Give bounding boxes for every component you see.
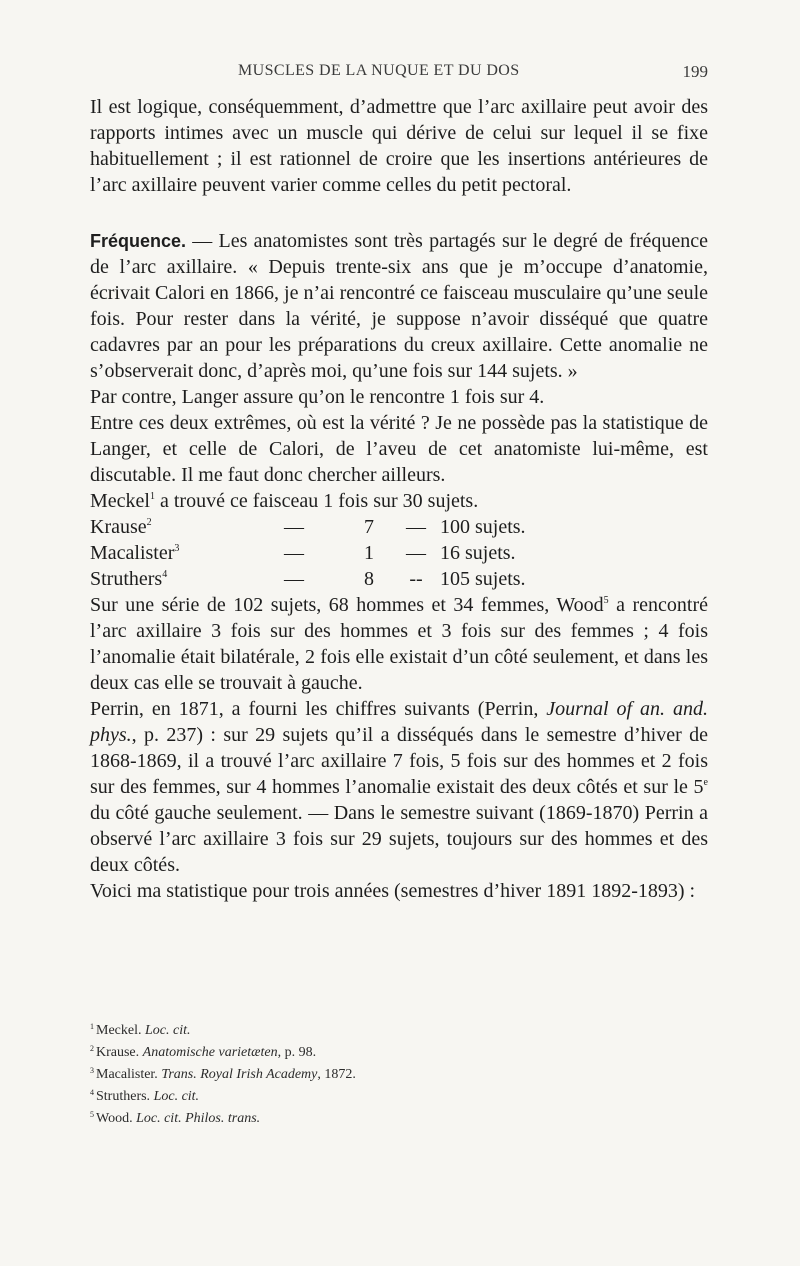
footnote-number: 1 [90,1022,94,1031]
paragraph-text: Par contre, Langer assure qu’on le rencontre 1 fois sur 4. [90,386,545,408]
footnote-author: Wood. [96,1111,137,1126]
section-heading-frequence: Fréquence. [90,231,187,251]
ditto-dash: — [406,542,426,564]
footnote-ref: 2 [146,517,152,528]
stat-name: Macalister [90,542,175,564]
stat-row-meckel [90,488,708,514]
footnote-ref: 4 [162,569,168,580]
footnote-rest: , p. 98. [277,1045,317,1060]
footnote-number: 3 [90,1066,94,1075]
paragraph-ma-statistique [90,878,708,904]
running-title: MUSCLES DE LA NUQUE ET DU DOS [238,62,520,79]
paragraph-frequence [90,228,708,384]
footnote-rest: , 1872. [317,1067,356,1082]
paragraph-text: du côté gauche seulement. — Dans le semestre suivant (1869-1870) Perrin a observé l’arc axillaire 3 fois sur 29 sujets, toujours sur des hommes et des deux côtés. [90,802,708,876]
ditto-dash: — [284,516,304,538]
footnote-ref: 5 [603,595,609,606]
footnote-ref: 1 [149,491,155,502]
stat-row [90,566,526,592]
ditto-dash: — [406,516,426,538]
paragraph-text: Perrin, en 1871, a fourni les chiffres suivants (Perrin, [90,698,547,720]
stat-total: 100 sujets. [440,516,526,538]
stat-row [90,540,526,566]
footnote-ref-title: Loc. cit. [144,1023,191,1038]
stat-row [90,514,526,540]
ditto-dash: — [284,568,304,590]
footnote-author: Meckel. [96,1023,145,1038]
ordinal-suffix: e [703,777,708,788]
stat-count: 1 [364,542,374,564]
ditto-dash: -- [409,568,423,590]
ordinal-number: 5 [693,776,704,798]
running-header [90,62,708,86]
footnote [90,1108,690,1130]
paragraph-perrin [90,696,708,878]
footnote-ref-title: Loc. cit. [153,1089,200,1104]
ditto-dash: — [284,542,304,564]
statistics-block [90,488,708,592]
stat-table [90,514,526,592]
footnote [90,1086,690,1108]
paragraph-wood [90,592,708,696]
stat-total: 105 sujets. [440,568,526,590]
paragraph-text: Voici ma statistique pour trois années (semestres d’hiver 1891 1892-1893) : [90,880,696,902]
footnote [90,1020,690,1042]
page-number: 199 [682,62,708,81]
stat-name: Meckel [90,490,150,512]
paragraph-extremes [90,410,708,488]
journal-title: Journal of an. and. phys. [90,698,708,746]
footnote-number: 4 [90,1088,94,1097]
paragraph-langer [90,384,708,410]
paragraph-text: — Les anatomistes sont très partagés sur le degré de fréquence de l’arc axillaire. « Depuis trente-six ans que je m’occupe d’anatomie, écrivait Calori en 1866, je n’ai rencontré ce faisceau musculaire qu’une seule fois. Pour rester dans la vérité, je suppose n’avoir disséqué que quatre cadavres par an pour les préparations du creux axillaire. Cette anomalie ne s’observerait donc, d’après moi, qu’une fois sur 144 sujets. » [90,230,708,382]
footnote-author: Struthers. [96,1089,154,1104]
footnote-ref: 3 [174,543,180,554]
stat-count: 7 [364,516,374,538]
footnote-ref-title: Loc. cit. Philos. trans. [136,1111,261,1126]
stat-total: 16 sujets. [440,542,516,564]
footnote-number: 5 [90,1110,94,1119]
footnote-author: Krause. [96,1045,143,1060]
paragraph-text: a rencontré l’arc axillaire 3 fois sur des hommes et 3 fois sur des femmes ; 4 fois l’anomalie était bilatérale, 2 fois elle existait d’un côté seulement, et dans les deux cas elle se trouvait à gauche. [90,594,708,694]
stat-text: a trouvé ce faisceau 1 fois sur 30 sujets. [154,490,479,512]
paragraph-text: Il est logique, conséquemment, d’admettre que l’arc axillaire peut avoir des rapports intimes avec un muscle qui dérive de celui sur lequel il se fixe habituellement ; il est rationnel de croire que les insertions antérieures de l’arc axillaire peuvent varier comme celles du petit pectoral. [90,96,708,196]
paragraph-text: , p. 237) : sur 29 sujets qu’il a disséqués dans le semestre d’hiver de 1868-1869, il a trouvé l’arc axillaire 7 fois, 5 fois sur des hommes et 2 fois sur des femmes, sur 4 hommes l’anomalie existait des deux côtés et sur le [90,724,708,798]
body-text [90,94,708,904]
paragraph-text: Sur une série de 102 sujets, 68 hommes et 34 femmes, Wood [90,594,604,616]
paragraph-text: Entre ces deux extrêmes, où est la vérité ? Je ne possède pas la statistique de Langer, et celle de Calori, de l’aveu de cet anatomiste lui-même, est discutable. Il me faut donc chercher ailleurs. [90,412,708,486]
footnote [90,1042,690,1064]
stat-name: Krause [90,516,147,538]
paragraph-arc-axillaire [90,94,708,198]
footnote-number: 2 [90,1044,94,1053]
footnote-ref-title: Trans. Royal Irish Academy [161,1067,318,1082]
footnotes [90,1020,690,1130]
stat-count: 8 [364,568,374,590]
footnote-author: Macalister. [96,1067,162,1082]
footnote-ref-title: Anatomische varietæten [142,1045,278,1060]
footnote [90,1064,690,1086]
stat-name: Struthers [90,568,163,590]
